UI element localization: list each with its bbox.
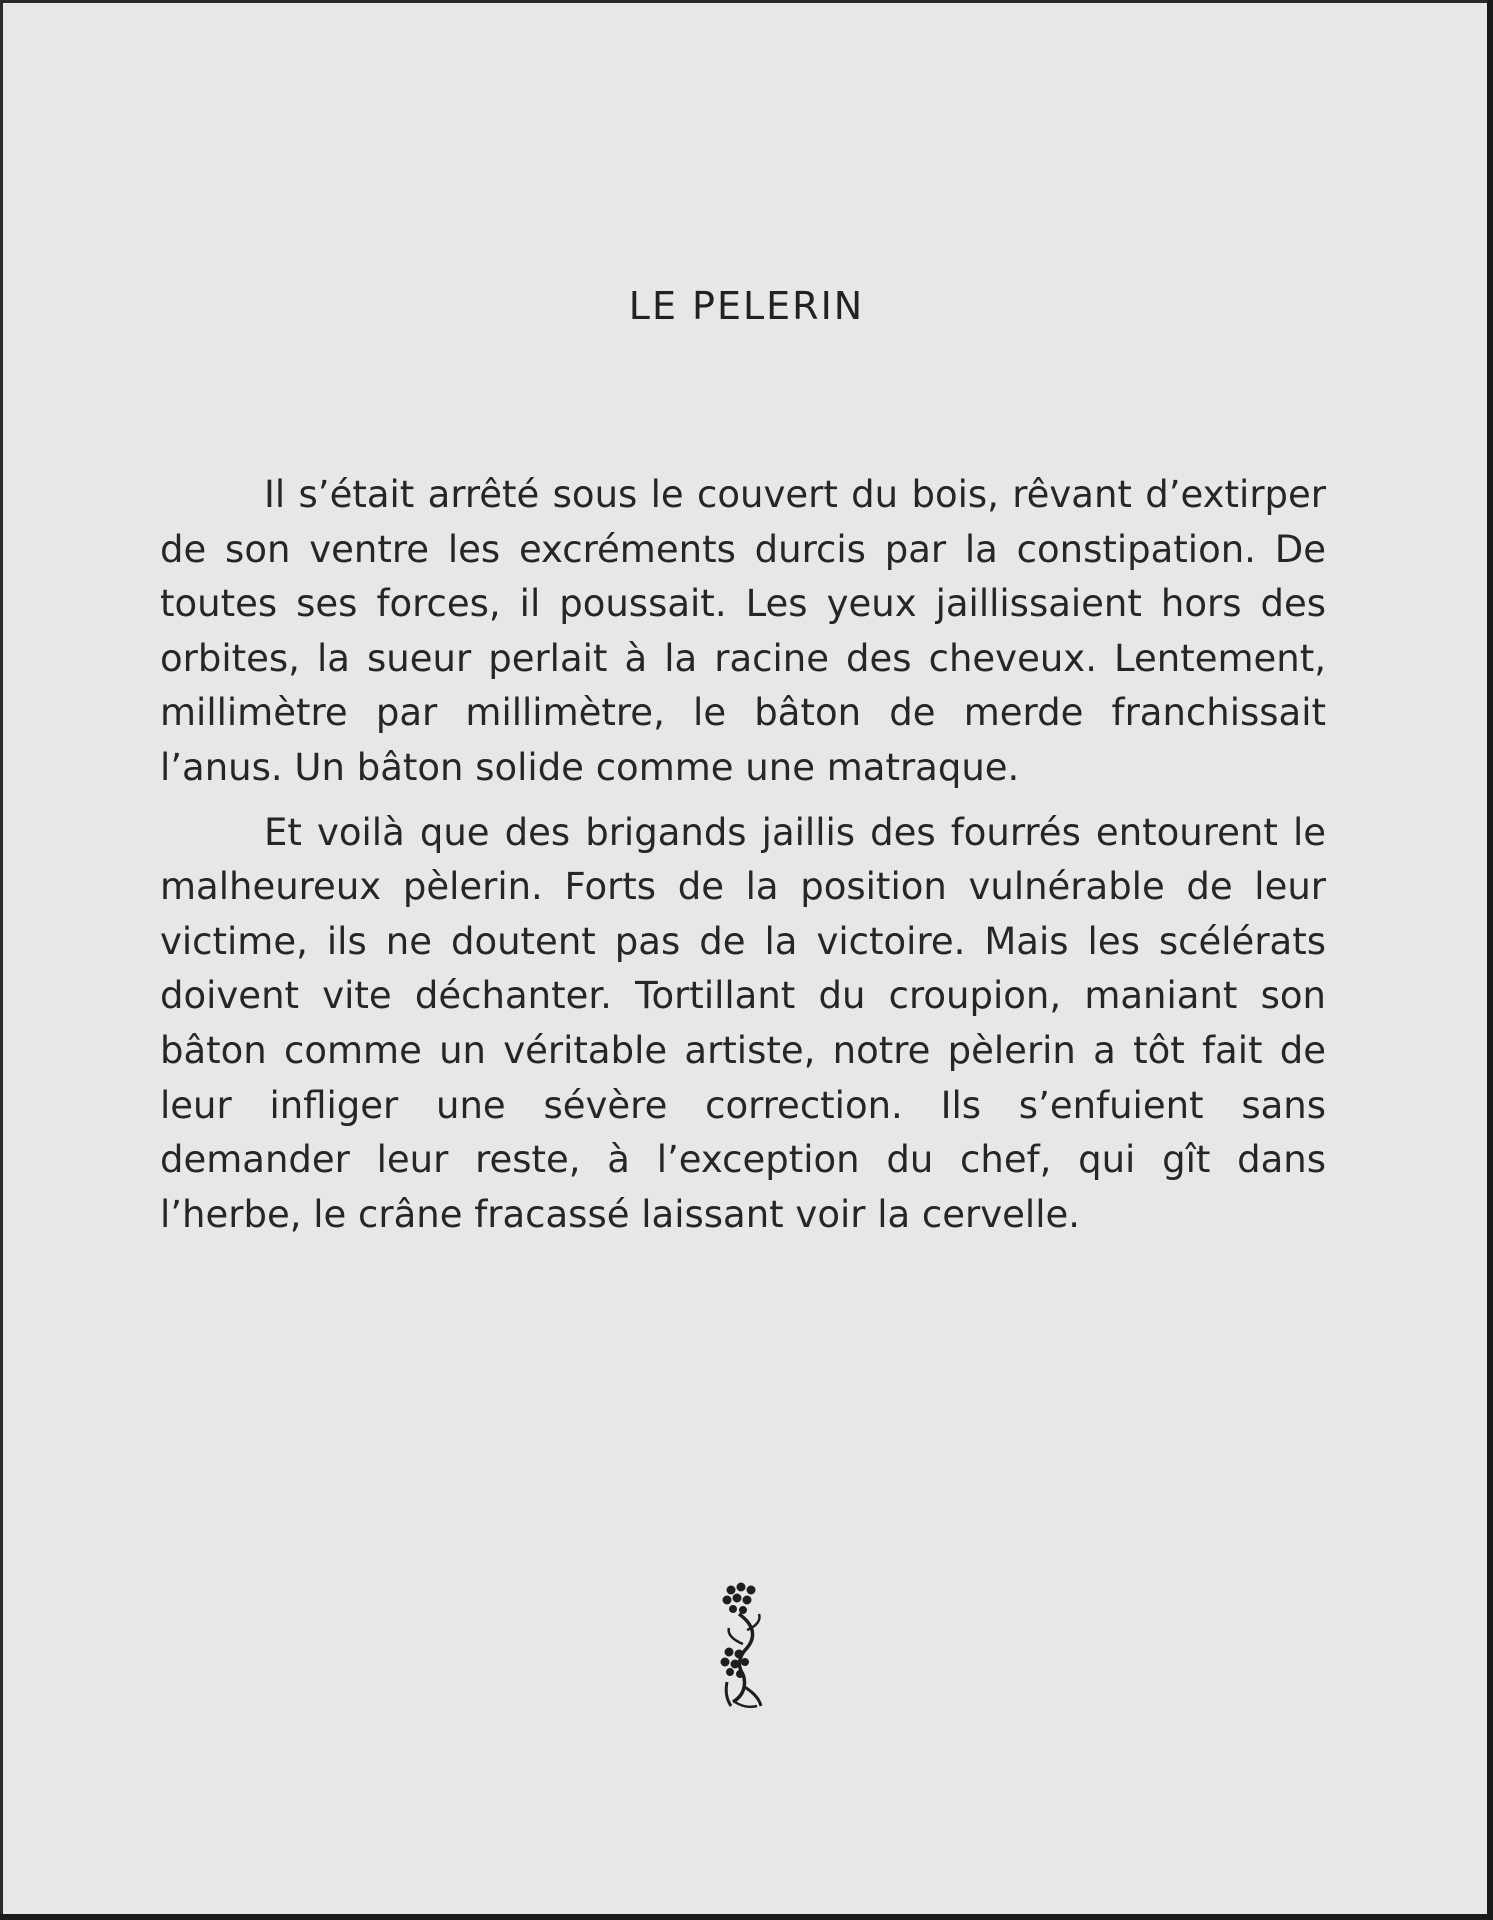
paragraph-2: Et voilà que des brigands jaillis des fourrés entourent le malheureux pèlerin. Forts de la position vulnérable de leur victime, ils ne doutent pas de la victoire. Mais les scélérats doivent vite déchanter. Tortillant du croupion, maniant son bâton comme un véritable artiste, notre pèlerin a tôt fait de leur infliger une sévère correction. Ils s’enfuient sans demander leur reste, à l’exception du chef, qui gît dans l’herbe, le crâne fracassé laissant voir la cervelle. bbox=[160, 810, 1326, 1236]
paragraph-1: Il s’était arrêté sous le couvert du bois, rêvant d’extirper de son ventre les excréments durcis par la constipation. De toutes ses forces, il poussait. Les yeux jaillissaient hors des orbites, la sueur perlait à la racine des cheveux. Lentement, millimètre par millimètre, le bâton de merde franchissait l’anus. Un bâton solide comme une matraque. bbox=[160, 473, 1326, 789]
page-edge-bottom bbox=[0, 1914, 1493, 1920]
floral-vine-ornament-icon bbox=[713, 1582, 773, 1712]
body-text bbox=[160, 468, 1326, 1242]
page-edge-right bbox=[1487, 0, 1493, 1920]
page-title: LE PELERIN bbox=[628, 284, 865, 328]
